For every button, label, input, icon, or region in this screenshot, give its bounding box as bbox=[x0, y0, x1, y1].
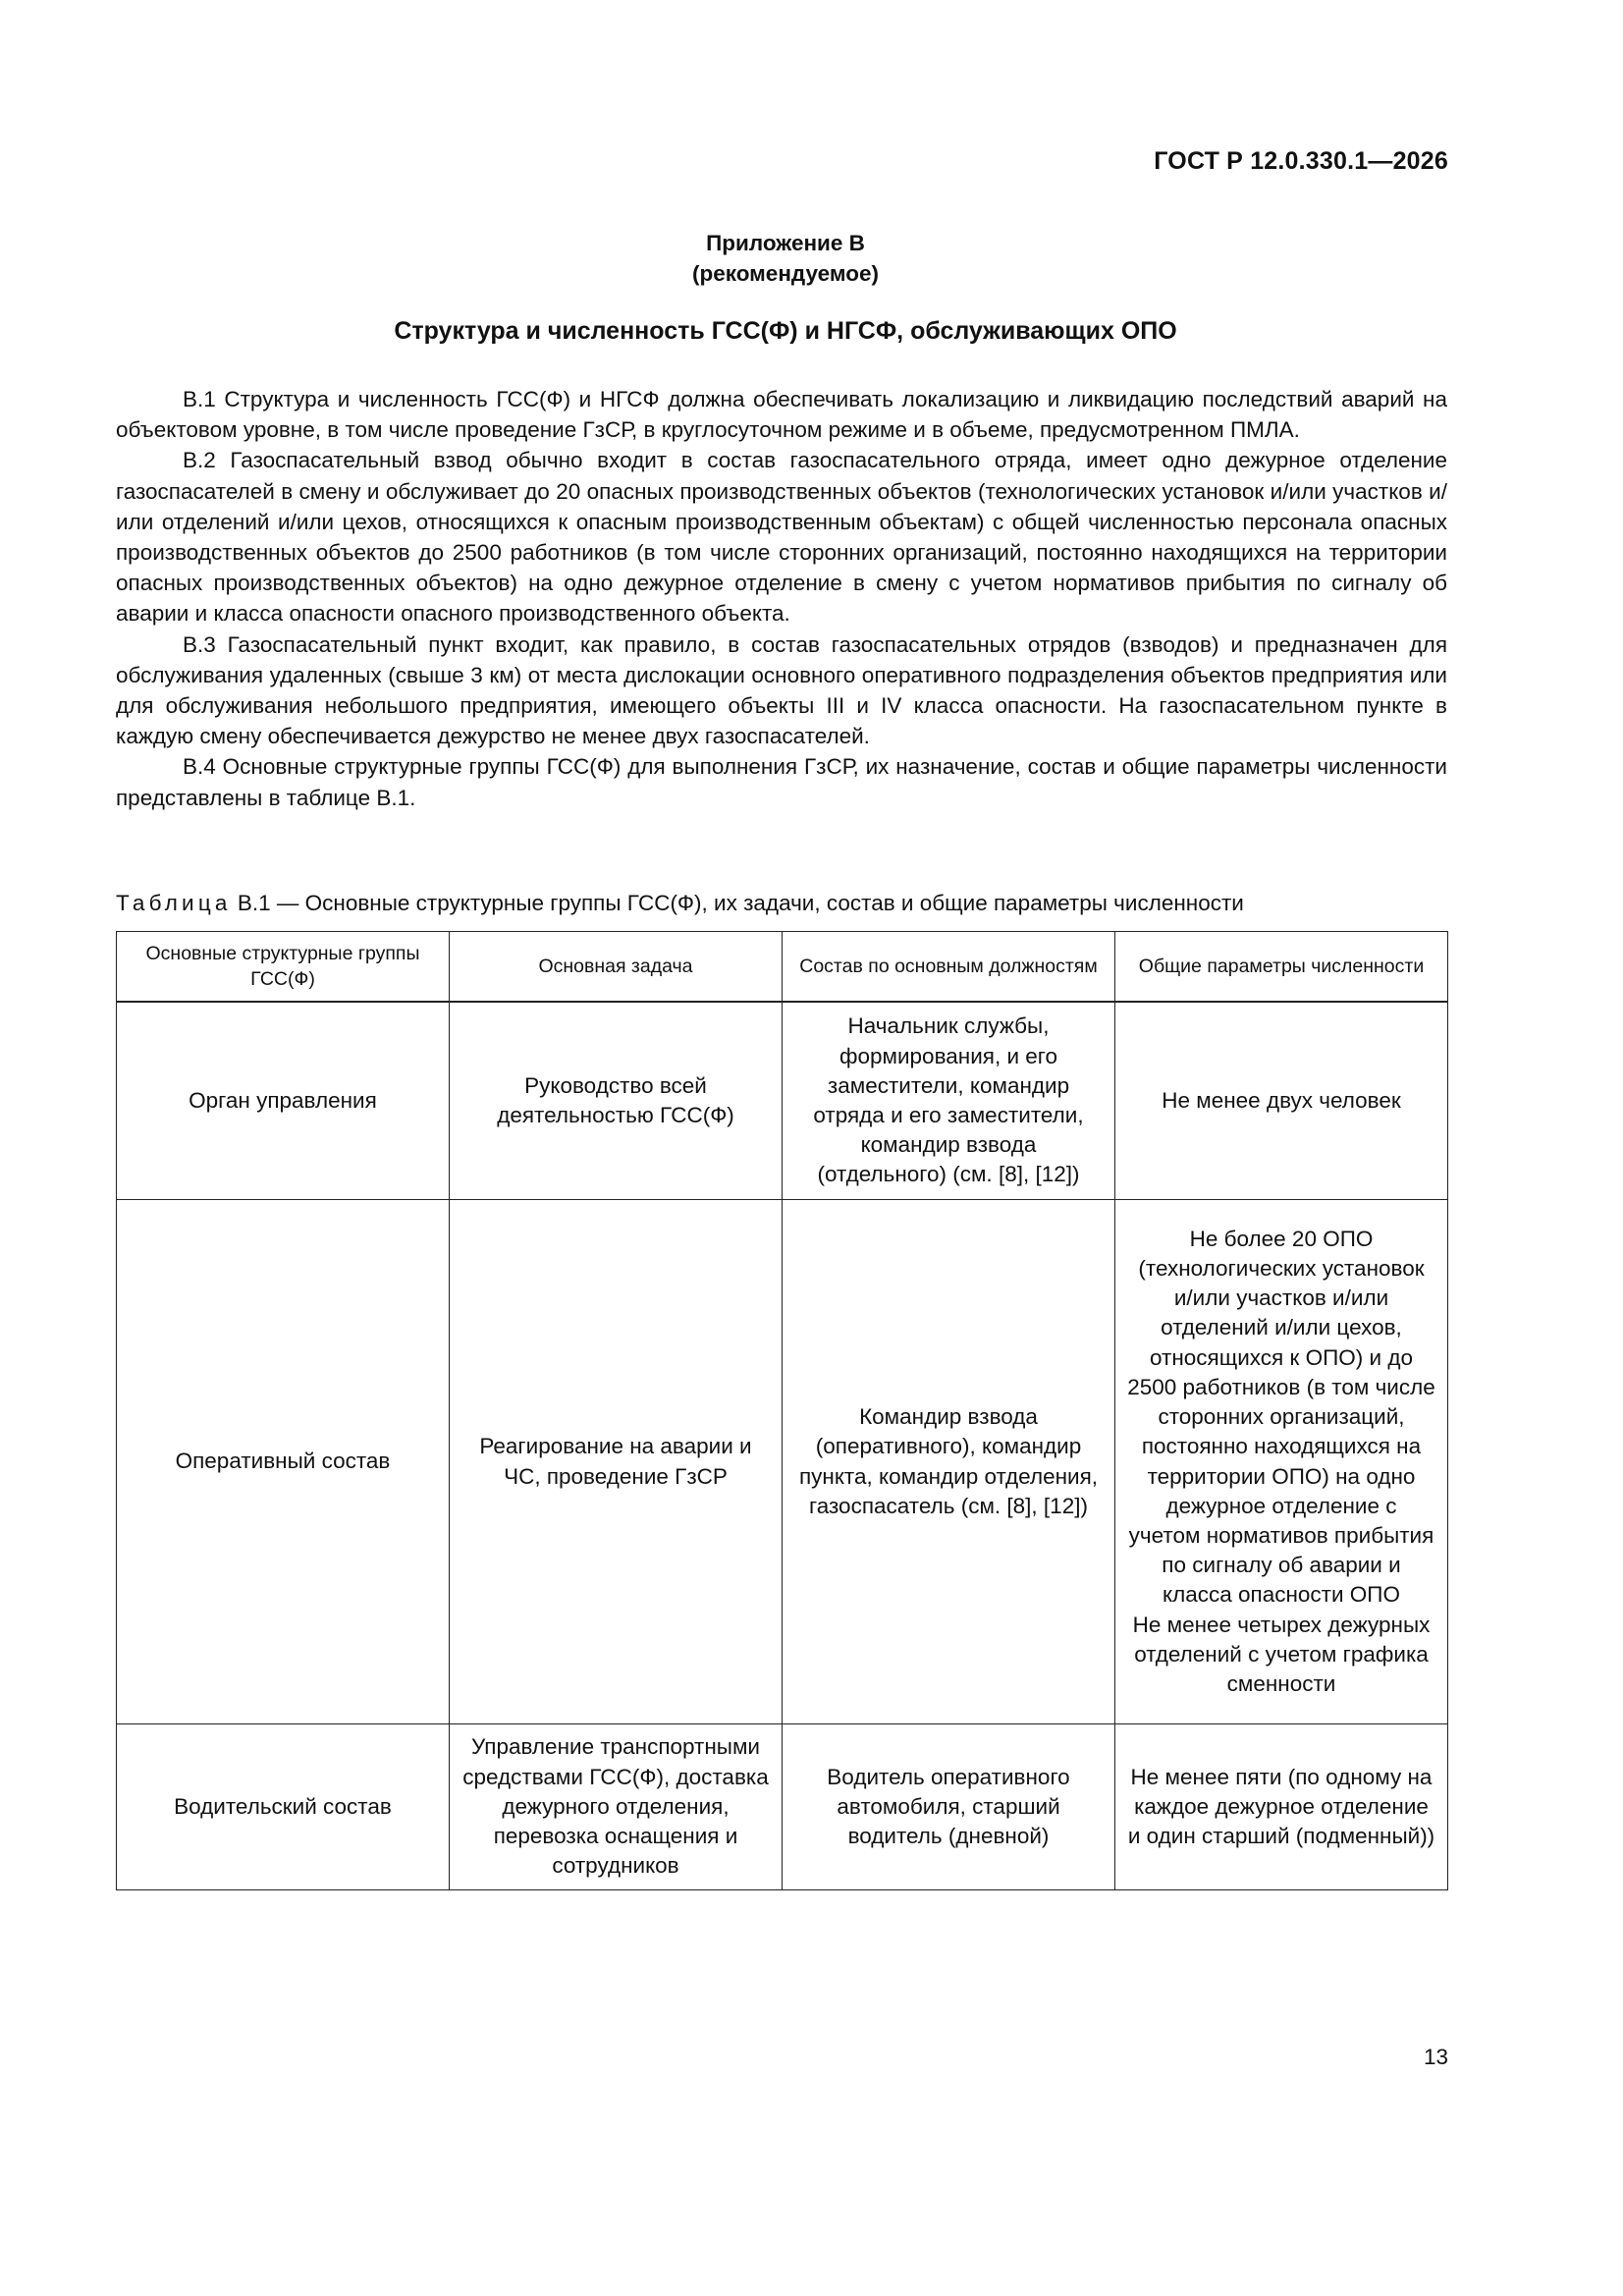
table-caption-text: В.1 — Основные структурные группы ГСС(Ф), их задачи, состав и общие параметры численности bbox=[237, 891, 1244, 915]
cell-size-main: Не более 20 ОПО (технологических установок и/или участков и/или отделений и/или цехов, относящихся к ОПО) и до 2500 работников (в том числе сторонних организаций, постоянно находящихся на территории ОПО) на одно дежурное отделение с учетом нормативов прибытия по сигналу об аварии и класса опасности ОПО bbox=[1127, 1226, 1435, 1608]
cell-task: Реагирование на аварии и ЧС, проведение ГзСР bbox=[450, 1200, 783, 1724]
body-text bbox=[116, 384, 1447, 813]
cell-size: Не менее двух человек bbox=[1115, 1002, 1448, 1200]
paragraph-b3: В.3 Газоспасательный пункт входит, как правило, в состав газоспасательных отрядов (взводов) и предназначен для обслуживания удаленных (свыше 3 км) от места дислокации основного оперативного подразделения объектов предприятия или для обслуживания небольшого предприятия, имеющего объекты III и IV класса опасности. На газоспасательном пункте в каждую смену обеспечивается дежурство не менее двух газоспасателей. bbox=[116, 631, 1447, 749]
cell-staff: Начальник службы, формирования, и его заместители, командир отряда и его заместители, командир взвода (отдельного) (см. [8], [12]) bbox=[783, 1002, 1115, 1200]
appendix-title: Приложение В bbox=[706, 231, 865, 255]
table-header-row bbox=[117, 932, 1448, 1003]
header-staff: Состав по основным должностям bbox=[783, 932, 1115, 1003]
cell-staff: Командир взвода (оперативного), командир пункта, командир отделения, газоспасатель (см. [8], [12]) bbox=[783, 1200, 1115, 1724]
appendix-heading bbox=[0, 228, 1571, 289]
table-row bbox=[117, 1200, 1448, 1724]
paragraph-b2: В.2 Газоспасательный взвод обычно входит в состав газоспасательного отряда, имеет одно дежурное отделение газоспасателей в смену и обслуживает до 20 опасных производственных объектов (технологических установок и/или участков и/или отделений и/или цехов, относящихся к опасным производственным объектам) с общей численностью персонала опасных производственных объектов до 2500 работников (в том числе сторонних организаций, постоянно находящихся на территории опасных производственных объектов) на одно дежурное отделение в смену с учетом нормативов прибытия по сигналу об аварии и класса опасности опасного производственного объекта. bbox=[116, 448, 1447, 627]
cell-size bbox=[1115, 1200, 1448, 1724]
cell-size-extra: Не менее четырех дежурных отделений с учетом графика сменности bbox=[1132, 1612, 1431, 1696]
header-groups: Основные структурные группы ГСС(Ф) bbox=[117, 932, 450, 1003]
table-caption bbox=[116, 891, 1451, 916]
paragraph-b1: В.1 Структура и численность ГСС(Ф) и НГСФ должна обеспечивать локализацию и ликвидацию последствий аварий на объектовом уровне, в том числе проведение ГзСР, в круглосуточном режиме и в объеме, предусмотренном ПМЛА. bbox=[116, 387, 1447, 443]
appendix-status: (рекомендуемое) bbox=[692, 261, 879, 286]
header-size: Общие параметры численности bbox=[1115, 932, 1448, 1003]
document-code: ГОСТ Р 12.0.330.1—2026 bbox=[1154, 147, 1448, 175]
header-task: Основная задача bbox=[450, 932, 783, 1003]
page-number: 13 bbox=[1423, 2045, 1448, 2069]
cell-size: Не менее пяти (по одному на каждое дежурное отделение и один старший (подменный)) bbox=[1115, 1724, 1448, 1890]
structure-table bbox=[116, 931, 1448, 1890]
cell-task: Управление транспортными средствами ГСС(Ф), доставка дежурного отделения, перевозка оснащения и сотрудников bbox=[450, 1724, 783, 1890]
section-title: Структура и численность ГСС(Ф) и НГСФ, обслуживающих ОПО bbox=[394, 317, 1177, 345]
cell-group: Орган управления bbox=[117, 1002, 450, 1200]
table-caption-label: Таблица bbox=[116, 891, 232, 915]
cell-group: Водительский состав bbox=[117, 1724, 450, 1890]
cell-staff: Водитель оперативного автомобиля, старший водитель (дневной) bbox=[783, 1724, 1115, 1890]
table-row bbox=[117, 1724, 1448, 1890]
table-row bbox=[117, 1002, 1448, 1200]
paragraph-b4: В.4 Основные структурные группы ГСС(Ф) для выполнения ГзСР, их назначение, состав и общие параметры численности представлены в таблице В.1. bbox=[116, 754, 1447, 810]
cell-task: Руководство всей деятельностью ГСС(Ф) bbox=[450, 1002, 783, 1200]
cell-group: Оперативный состав bbox=[117, 1200, 450, 1724]
